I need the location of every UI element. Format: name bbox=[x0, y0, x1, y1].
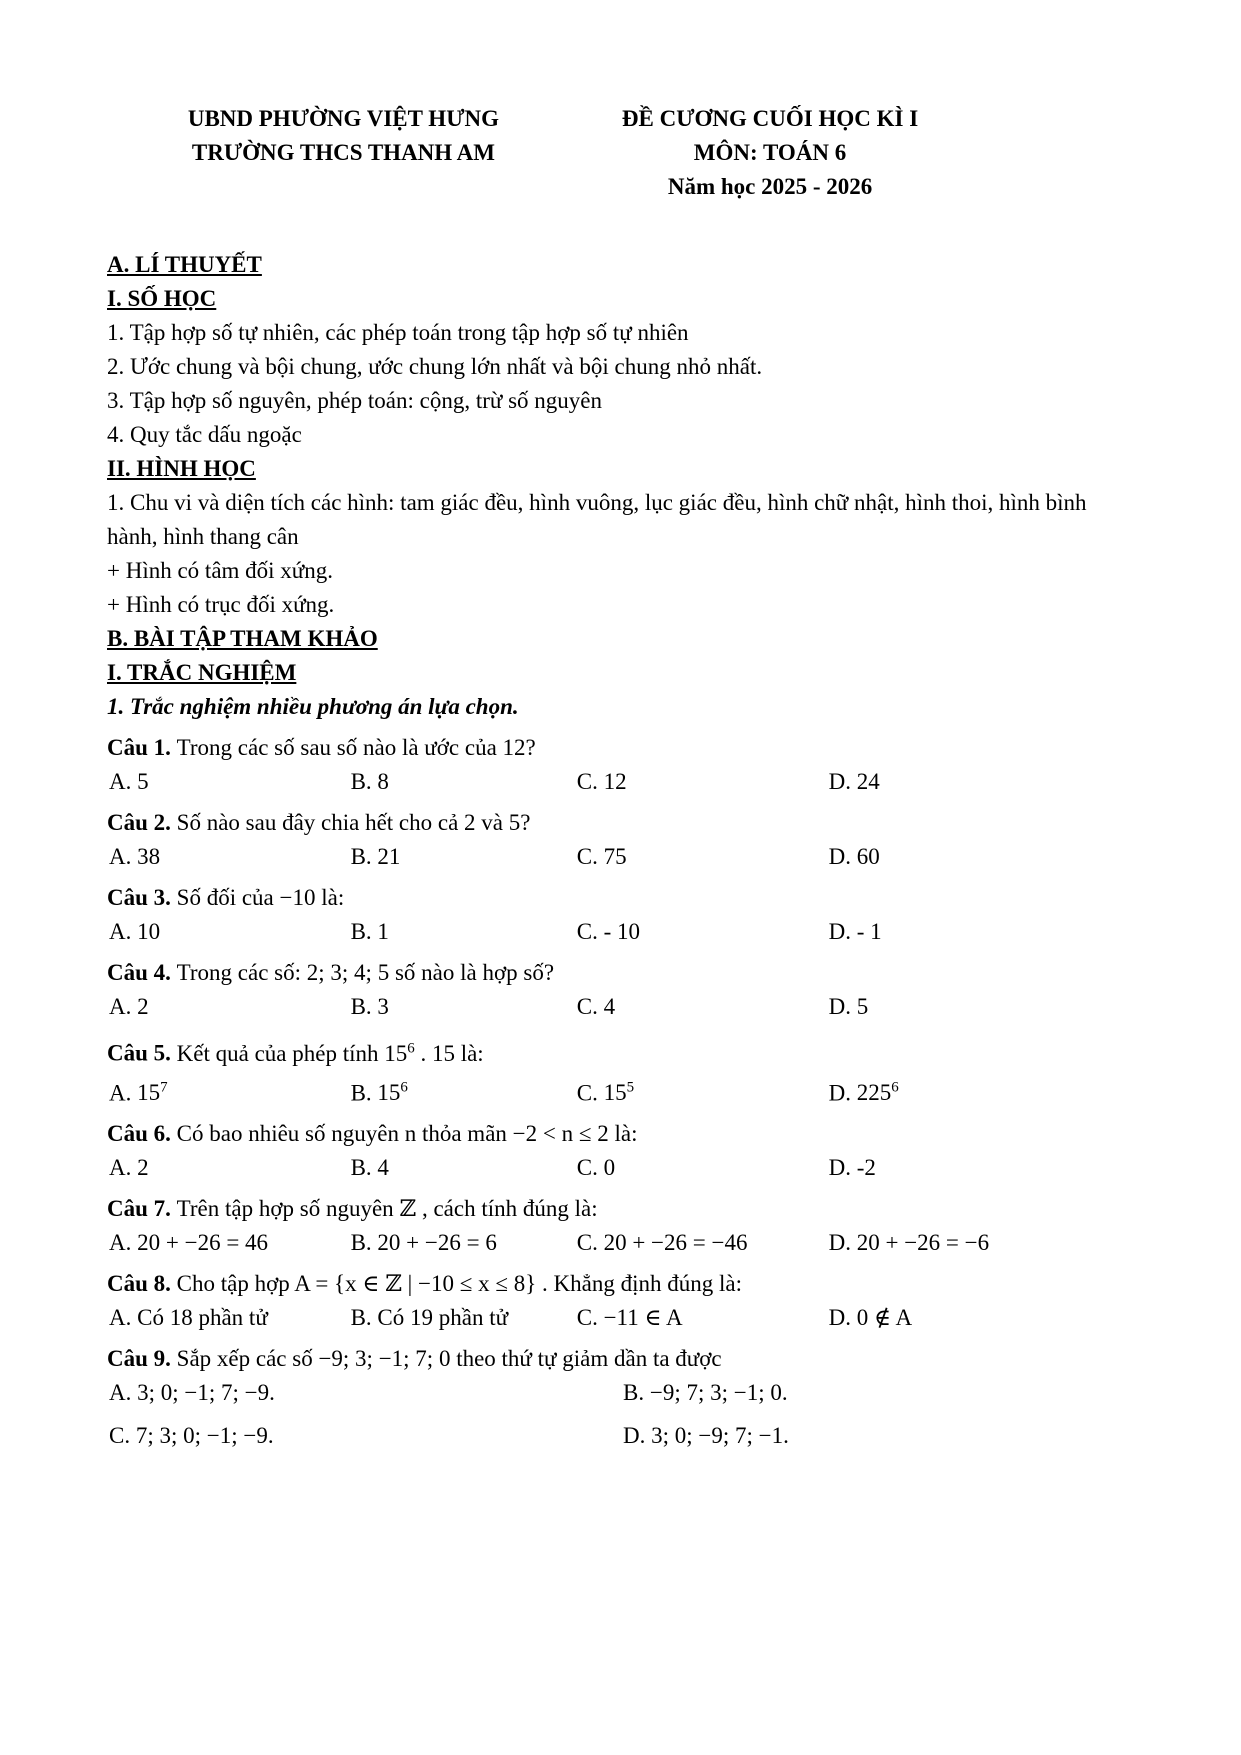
option-text: 3 bbox=[377, 994, 389, 1019]
options-row bbox=[107, 1151, 1135, 1185]
option-text: 0 ∉ A bbox=[856, 1305, 913, 1331]
option-label: D. bbox=[828, 919, 857, 944]
theory-section-heading bbox=[107, 282, 1135, 316]
option-label: D. bbox=[828, 1080, 857, 1106]
exam-title: ĐỀ CƯƠNG CUỐI HỌC KÌ I bbox=[621, 106, 919, 131]
answer-option bbox=[827, 990, 1135, 1024]
option-text: $225^6$ bbox=[856, 1079, 899, 1106]
option-label: B. bbox=[350, 1230, 378, 1256]
option-label: A. bbox=[109, 919, 138, 944]
question-text bbox=[107, 1267, 1135, 1301]
question-text bbox=[107, 1117, 1135, 1151]
theory-title-text: A. LÍ THUYẾT bbox=[107, 252, 262, 277]
exercises-title-text: B. BÀI TẬP THAM KHẢO bbox=[107, 626, 378, 651]
answer-option bbox=[827, 1071, 1135, 1111]
answer-option bbox=[575, 765, 827, 799]
option-label: C. bbox=[109, 1423, 136, 1449]
option-label: D. bbox=[828, 769, 857, 794]
question-label: Câu 1. bbox=[107, 735, 177, 760]
answer-option bbox=[349, 915, 575, 949]
answer-option bbox=[827, 1301, 1135, 1335]
question-statement: Số đối của −10 là: bbox=[176, 885, 345, 910]
option-label: B. bbox=[623, 1380, 650, 1406]
option-text: 2 bbox=[137, 1155, 149, 1181]
answer-option bbox=[107, 765, 349, 799]
question bbox=[107, 1031, 1135, 1110]
option-text: 75 bbox=[603, 844, 627, 869]
question-statement: Số nào sau đây chia hết cho cả 2 và 5? bbox=[176, 810, 531, 835]
answer-option bbox=[349, 990, 575, 1024]
answer-option bbox=[575, 840, 827, 874]
answer-option bbox=[107, 840, 349, 874]
option-label: C. bbox=[576, 844, 604, 869]
option-text: $15^7$ bbox=[137, 1079, 168, 1106]
answer-option bbox=[349, 1301, 575, 1335]
question-text bbox=[107, 1342, 1135, 1376]
option-label: C. bbox=[576, 1155, 604, 1181]
option-label: A. bbox=[109, 1305, 138, 1331]
option-text: 21 bbox=[377, 844, 401, 869]
option-label: A. bbox=[109, 769, 138, 794]
option-text: 3; 0; −1; 7; −9. bbox=[137, 1380, 275, 1406]
question-statement: Trong các số: 2; 3; 4; 5 số nào là hợp số? bbox=[176, 960, 555, 985]
answer-option bbox=[107, 915, 349, 949]
theory-item: 4. Quy tắc dấu ngoặc bbox=[107, 422, 302, 447]
answer-option bbox=[575, 1301, 827, 1335]
option-text: 3; 0; −9; 7; −1. bbox=[651, 1423, 789, 1449]
issuing-org-block bbox=[107, 102, 580, 204]
option-text: 7; 3; 0; −1; −9. bbox=[135, 1423, 274, 1449]
option-text: 4 bbox=[603, 994, 616, 1019]
question-label: Câu 9. bbox=[107, 1346, 177, 1372]
option-text: - 10 bbox=[603, 919, 640, 944]
option-label: D. bbox=[828, 844, 857, 869]
option-text: 4 bbox=[377, 1155, 389, 1181]
options-row bbox=[107, 990, 1135, 1024]
theory-item: 1. Chu vi và diện tích các hình: tam giác đều, hình vuông, lục giác đều, hình chữ nhật, hình thoi, hình bình hành, hình thang cân bbox=[107, 490, 1087, 549]
answer-option bbox=[621, 1376, 1135, 1410]
answer-option bbox=[349, 765, 575, 799]
option-label: D. bbox=[828, 1305, 857, 1331]
answer-option bbox=[349, 1226, 575, 1260]
answer-option bbox=[575, 1226, 827, 1260]
answer-option bbox=[621, 1419, 1135, 1453]
question-text bbox=[107, 1031, 1135, 1071]
option-text: 5 bbox=[137, 769, 149, 794]
question-statement: Trong các số sau số nào là ước của 12? bbox=[176, 735, 536, 760]
option-label: C. bbox=[576, 1305, 604, 1331]
option-label: B. bbox=[350, 1080, 378, 1106]
question bbox=[107, 881, 1135, 949]
option-label: C. bbox=[576, 994, 604, 1019]
question bbox=[107, 1117, 1135, 1185]
option-label: B. bbox=[350, 994, 378, 1019]
answer-option bbox=[827, 915, 1135, 949]
school-name: TRƯỜNG THCS THANH AM bbox=[191, 140, 495, 165]
org-name: UBND PHƯỜNG VIỆT HƯNG bbox=[187, 106, 500, 131]
option-text: 10 bbox=[137, 919, 161, 944]
option-label: A. bbox=[109, 1080, 138, 1106]
answer-option bbox=[107, 1226, 349, 1260]
option-text: 20 + −26 = 46 bbox=[137, 1230, 269, 1256]
theory-section-heading-text: II. HÌNH HỌC bbox=[107, 456, 256, 481]
theory-item: 2. Ước chung và bội chung, ước chung lớn nhất và bội chung nhỏ nhất. bbox=[107, 354, 763, 379]
theory-title bbox=[107, 248, 1135, 282]
option-text: 12 bbox=[603, 769, 627, 794]
question-statement: Sắp xếp các số −9; 3; −1; 7; 0 theo thứ tự giảm dần ta được bbox=[176, 1346, 722, 1372]
question bbox=[107, 1342, 1135, 1453]
option-text: 20 + −26 = −46 bbox=[603, 1230, 748, 1256]
option-text: - 1 bbox=[856, 919, 882, 944]
theory-item: 1. Tập hợp số tự nhiên, các phép toán trong tập hợp số tự nhiên bbox=[107, 320, 689, 345]
option-label: A. bbox=[109, 994, 138, 1019]
answer-option bbox=[349, 1071, 575, 1111]
answer-option bbox=[107, 990, 349, 1024]
theory-sections bbox=[107, 282, 1135, 622]
answer-option bbox=[349, 1151, 575, 1185]
question-label: Câu 3. bbox=[107, 885, 177, 910]
option-text: −11 ∈ A bbox=[603, 1305, 683, 1331]
options-row bbox=[107, 1301, 1135, 1335]
option-text: 60 bbox=[856, 844, 880, 869]
options-row bbox=[107, 1376, 1135, 1453]
answer-option bbox=[107, 1071, 349, 1111]
answer-option bbox=[349, 840, 575, 874]
answer-option bbox=[827, 840, 1135, 874]
option-text: 2 bbox=[137, 994, 149, 1019]
option-text: $15^5$ bbox=[603, 1079, 635, 1106]
options-row bbox=[107, 840, 1135, 874]
theory-item: + Hình có tâm đối xứng. bbox=[107, 558, 334, 583]
question-label: Câu 8. bbox=[107, 1271, 177, 1297]
answer-option bbox=[575, 1151, 827, 1185]
question-label: Câu 4. bbox=[107, 960, 177, 985]
mcq-section-heading bbox=[107, 656, 1135, 690]
option-text: 20 + −26 = 6 bbox=[377, 1230, 497, 1256]
option-label: A. bbox=[109, 1380, 138, 1406]
option-text: 0 bbox=[603, 1155, 616, 1181]
exercises-title bbox=[107, 622, 1135, 656]
mcq-part-heading: 1. Trắc nghiệm nhiều phương án lựa chọn. bbox=[107, 694, 519, 719]
answer-option bbox=[575, 1071, 827, 1111]
question-list bbox=[107, 731, 1135, 1453]
question-text bbox=[107, 881, 1135, 915]
answer-option bbox=[107, 1376, 621, 1410]
option-label: A. bbox=[109, 844, 138, 869]
option-label: D. bbox=[828, 1155, 857, 1181]
answer-option bbox=[107, 1151, 349, 1185]
answer-option bbox=[827, 765, 1135, 799]
exam-title-block bbox=[580, 102, 960, 204]
option-text: 20 + −26 = −6 bbox=[856, 1230, 990, 1256]
answer-option bbox=[575, 990, 827, 1024]
option-label: D. bbox=[828, 1230, 857, 1256]
option-text: 38 bbox=[137, 844, 161, 869]
mcq-section-heading-text: I. TRẮC NGHIỆM bbox=[107, 660, 297, 685]
document-header bbox=[107, 102, 1135, 204]
answer-option bbox=[107, 1301, 349, 1335]
question bbox=[107, 956, 1135, 1024]
options-row bbox=[107, 1226, 1135, 1260]
option-label: C. bbox=[576, 1230, 604, 1256]
options-row bbox=[107, 1071, 1135, 1111]
question-text bbox=[107, 731, 1135, 765]
question-label: Câu 7. bbox=[107, 1196, 177, 1222]
option-label: B. bbox=[350, 769, 378, 794]
theory-section-heading-text: I. SỐ HỌC bbox=[107, 286, 217, 311]
question bbox=[107, 806, 1135, 874]
option-text: Có 18 phần tử bbox=[137, 1305, 268, 1331]
option-label: B. bbox=[350, 844, 378, 869]
answer-option bbox=[827, 1151, 1135, 1185]
answer-option bbox=[827, 1226, 1135, 1260]
option-label: A. bbox=[109, 1155, 138, 1181]
option-text: 24 bbox=[856, 769, 880, 794]
option-text: 8 bbox=[377, 769, 389, 794]
option-text: Có 19 phần tử bbox=[377, 1305, 509, 1331]
options-row bbox=[107, 765, 1135, 799]
question bbox=[107, 1267, 1135, 1335]
option-label: C. bbox=[576, 769, 604, 794]
question bbox=[107, 731, 1135, 799]
option-label: B. bbox=[350, 919, 378, 944]
question-statement: Trên tập hợp số nguyên ℤ , cách tính đúng là: bbox=[176, 1196, 598, 1222]
option-label: D. bbox=[623, 1423, 652, 1449]
option-text: $15^6$ bbox=[377, 1079, 408, 1106]
question bbox=[107, 1192, 1135, 1260]
question-text bbox=[107, 1192, 1135, 1226]
question-label: Câu 6. bbox=[107, 1121, 177, 1147]
question-statement: Cho tập hợp A = {x ∈ ℤ | −10 ≤ x ≤ 8} . Khẳng định đúng là: bbox=[176, 1271, 742, 1297]
question-statement: Kết quả của phép tính $15^6$ . 15 là: bbox=[176, 1040, 484, 1066]
option-text: −9; 7; 3; −1; 0. bbox=[649, 1380, 788, 1406]
option-label: C. bbox=[576, 919, 604, 944]
answer-option bbox=[575, 915, 827, 949]
option-label: D. bbox=[828, 994, 857, 1019]
option-label: A. bbox=[109, 1230, 138, 1256]
option-label: C. bbox=[576, 1080, 604, 1106]
theory-item: 3. Tập hợp số nguyên, phép toán: cộng, trừ số nguyên bbox=[107, 388, 602, 413]
answer-option bbox=[107, 1419, 621, 1453]
school-year: Năm học 2025 - 2026 bbox=[667, 174, 873, 199]
question-text bbox=[107, 806, 1135, 840]
exam-subject: MÔN: TOÁN 6 bbox=[693, 140, 847, 165]
theory-item: + Hình có trục đối xứng. bbox=[107, 592, 335, 617]
question-label: Câu 5. bbox=[107, 1040, 177, 1066]
option-text: 1 bbox=[377, 919, 389, 944]
option-text: -2 bbox=[856, 1155, 876, 1181]
option-text: 5 bbox=[856, 994, 869, 1019]
question-statement: Có bao nhiêu số nguyên n thỏa mãn −2 < n ≤ 2 là: bbox=[176, 1121, 638, 1147]
options-row bbox=[107, 915, 1135, 949]
question-text bbox=[107, 956, 1135, 990]
option-label: B. bbox=[350, 1155, 378, 1181]
option-label: B. bbox=[350, 1305, 378, 1331]
question-label: Câu 2. bbox=[107, 810, 177, 835]
theory-section-heading bbox=[107, 452, 1135, 486]
